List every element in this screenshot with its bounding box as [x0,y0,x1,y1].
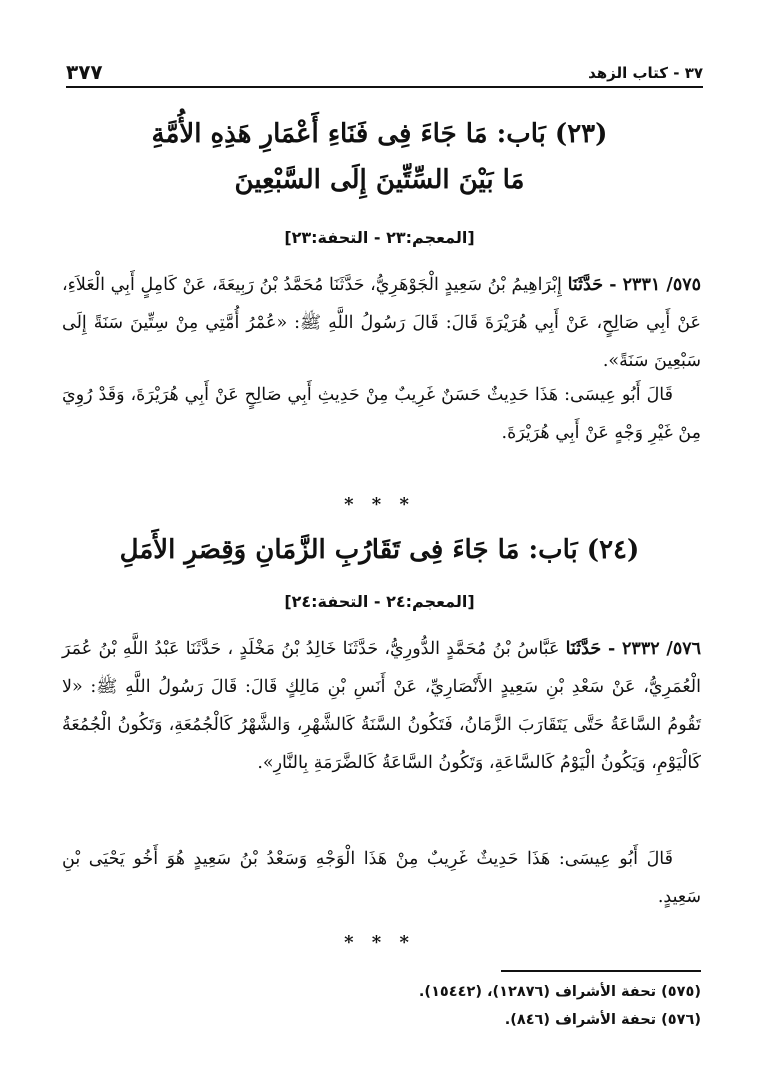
hadith-576-text: عَبَّاسُ بْنُ مُحَمَّدٍ الدُّورِيُّ، حَدَّثَنَا خَالِدُ بْنُ مَخْلَدٍ ، حَدَّثَنَا عَبْدُ اللَّهِ بْنُ عُمَرَ الْعُمَرِيُّ، عَنْ سَعْدِ بْنِ سَعِيدٍ الأَنْصَارِيِّ، عَنْ أَنَسِ بْنِ مَالِكٍ قَالَ: قَالَ رَسُولُ اللَّهِ ﷺ: «لا تَقُومُ السَّاعَةُ حَتَّى يَتَقَارَبَ الزَّمَانُ، فَتَكُونُ السَّنَةُ كَالشَّهْرِ، وَالشَّهْرُ كَالْجُمُعَةِ، وَتَكُونُ الْجُمُعَةُ كَالْيَوْمِ، وَيَكُونُ الْيَوْمُ كَالسَّاعَةِ، وَتَكُونُ السَّاعَةُ كَالضَّرَمَةِ بِالنَّارِ». [62,639,701,773]
hadith-575 [62,266,701,380]
section-23-heading-line1: (٢٣) بَاب: مَا جَاءَ فِى فَنَاءِ أَعْمَارِ هَذِهِ الأُمَّةِ [151,119,608,149]
chapter-title: ٣٧ - كتاب الزهد [588,64,703,82]
page-number: ٣٧٧ [66,60,103,84]
running-header [66,56,703,88]
section-23-reference: [المعجم:٢٣ - التحفة:٢٣] [284,228,475,247]
section-separator-1: * * * [344,494,415,515]
hadith-576 [62,630,701,782]
commentary-575: قَالَ أَبُو عِيسَى: هَذَا حَدِيثٌ حَسَنٌ غَرِيبٌ مِنْ حَدِيثِ أَبِي صَالِحٍ عَنْ أَبِي هُرَيْرَةَ، وَقَدْ رُوِيَ مِنْ غَيْرِ وَجْهٍ عَنْ أَبِي هُرَيْرَةَ. [62,385,701,443]
footnote-divider [501,970,701,972]
commentary-576: قَالَ أَبُو عِيسَى: هَذَا حَدِيثٌ غَرِيبٌ مِنْ هَذَا الْوَجْهِ وَسَعْدُ بْنُ سَعِيدٍ هُوَ أَخُو يَحْيَى بْنِ سَعِيدٍ. [62,849,701,907]
section-23-heading-line2: مَا بَيْنَ السِّتِّينَ إِلَى السَّبْعِينَ [234,165,525,195]
footnote-575: (٥٧٥) تحفة الأشراف (١٢٨٧٦)، (١٥٤٤٢). [418,984,701,1000]
section-24-heading: (٢٤) بَاب: مَا جَاءَ فِى تَقَارُبِ الزَّمَانِ وَقِصَرِ الأَمَلِ [119,535,640,565]
hadith-575-text: إِبْرَاهِيمُ بْنُ سَعِيدٍ الْجَوْهَرِيُّ، حَدَّثَنَا مُحَمَّدُ بْنُ رَبِيعَةَ، عَنْ كَامِلٍ أَبِي الْعَلاَءِ، عَنْ أَبِي صَالِحٍ، عَنْ أَبِي هُرَيْرَةَ قَالَ: قَالَ رَسُولُ اللَّهِ ﷺ: «عُمْرُ أُمَّتِي مِنْ سِتِّينَ سَنَةً إِلَى سَبْعِينَ سَنَةً». [62,275,701,371]
hadith-576-number: ٥٧٦/ ٢٣٣٢ - حَدَّثَنَا [565,639,702,659]
section-separator-2: * * * [344,932,415,953]
section-24-reference: [المعجم:٢٤ - التحفة:٢٤] [284,592,475,611]
hadith-575-number: ٥٧٥/ ٢٣٣١ - حَدَّثَنَا [567,275,702,295]
footnote-576: (٥٧٦) تحفة الأشراف (٨٤٦). [504,1012,701,1028]
